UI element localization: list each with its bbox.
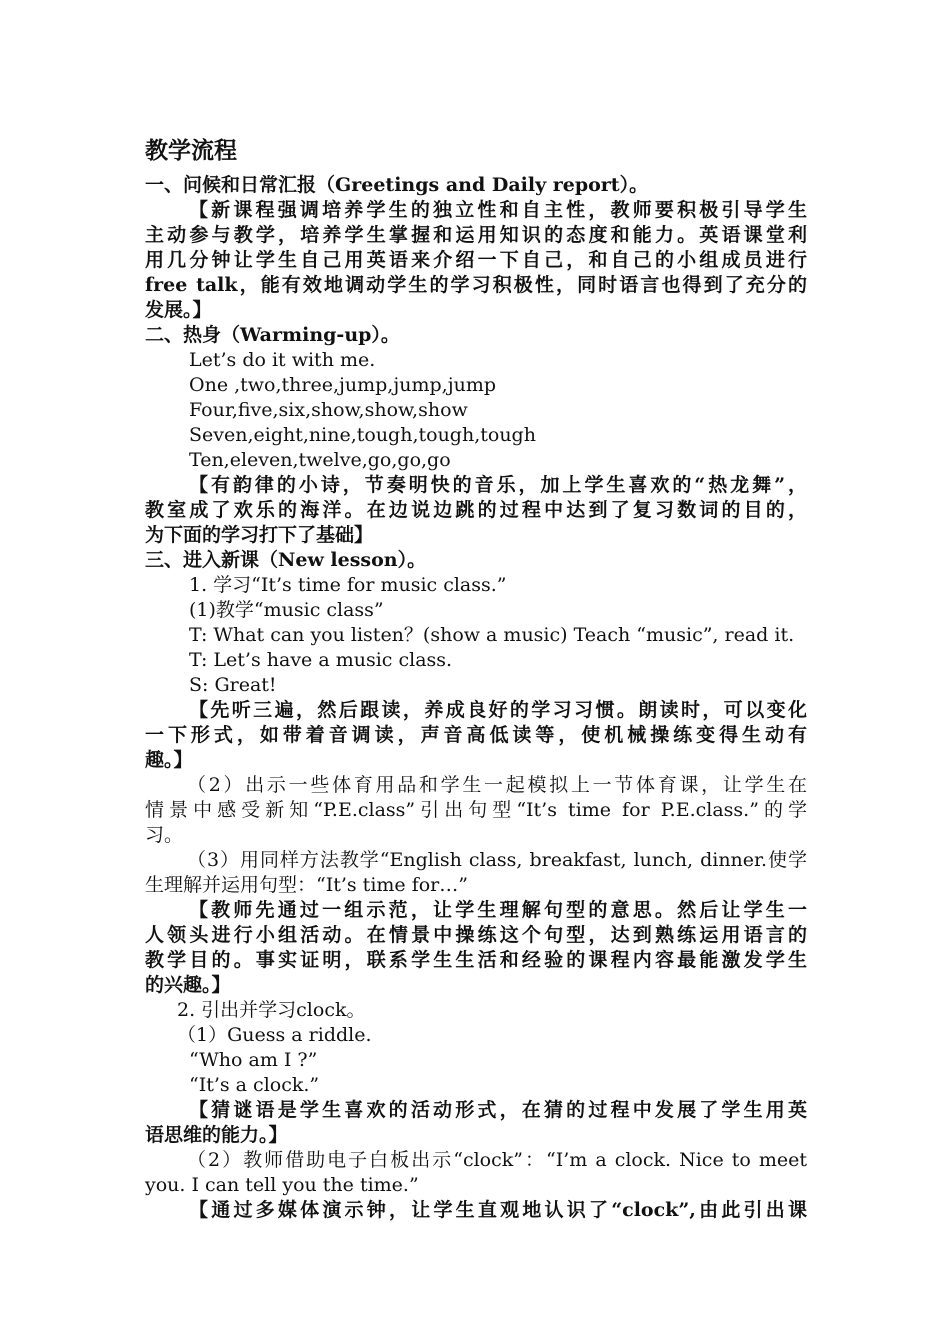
chant-line: Ten,eleven,twelve,go,go,go bbox=[189, 449, 451, 471]
lesson-step-line: 1. 学习“It’s time for music class.” bbox=[189, 574, 507, 596]
lesson-paragraph-line: you. I can tell you the time.” bbox=[145, 1174, 419, 1196]
dialogue-line: T: Let’s have a music class. bbox=[189, 649, 453, 671]
note-paragraph-line: 语思维的能力。】 bbox=[145, 1124, 288, 1146]
dialogue-line: “Who am I ?” bbox=[189, 1049, 318, 1071]
lesson-step-line: （1）Guess a riddle. bbox=[177, 1024, 372, 1046]
lesson-paragraph-line: 习。 bbox=[145, 824, 184, 846]
dialogue-line: T: What can you listen？(show a music) Teach “music”, read it. bbox=[189, 624, 795, 646]
lesson-paragraph-line: （2）出示一些体育用品和学生一起模拟上一节体育课，让学生在 bbox=[187, 774, 807, 796]
dialogue-line: “It’s a clock.” bbox=[189, 1074, 320, 1096]
note-paragraph-line: 为下面的学习打下了基础】 bbox=[145, 524, 374, 546]
note-paragraph-line: 人领头进行小组活动。在情景中操练这个句型，达到熟练运用语言的 bbox=[145, 924, 807, 946]
note-paragraph-line: 的兴趣。】 bbox=[145, 974, 231, 996]
note-paragraph-line: 用几分钟让学生自己用英语来介绍一下自己，和自己的小组成员进行 bbox=[145, 249, 807, 271]
document-title: 教学流程 bbox=[145, 137, 237, 164]
note-paragraph-line: 主动参与教学，培养学生掌握和运用知识的态度和能力。英语课堂利 bbox=[145, 224, 807, 246]
lesson-paragraph-line: 生理解并运用句型：“It’s time for…” bbox=[145, 874, 468, 896]
note-paragraph-line: 【猜谜语是学生喜欢的活动形式，在猜的过程中发展了学生用英 bbox=[189, 1099, 807, 1121]
section-heading-new-lesson: 三、进入新课（New lesson）。 bbox=[145, 549, 427, 571]
lesson-paragraph-line: 情景中感受新知“P.E.class”引出句型“It’s time for P.E.class.”的学 bbox=[145, 799, 807, 821]
chant-line: Let’s do it with me. bbox=[189, 349, 376, 371]
note-paragraph-line: 教室成了欢乐的海洋。在边说边跳的过程中达到了复习数词的目的， bbox=[145, 499, 807, 521]
note-paragraph-line: 趣。】 bbox=[145, 749, 193, 771]
dialogue-line: S: Great! bbox=[189, 674, 277, 696]
lesson-paragraph-line: （3）用同样方法教学“English class, breakfast, lunch, dinner.使学 bbox=[187, 849, 807, 871]
note-paragraph-line: 教学目的。事实证明，联系学生生活和经验的课程内容最能激发学生 bbox=[145, 949, 807, 971]
chant-line: Four,five,six,show,show,show bbox=[189, 399, 468, 421]
lesson-step-line: 2. 引出并学习clock。 bbox=[177, 999, 366, 1021]
note-paragraph-line: 【教师先通过一组示范，让学生理解句型的意思。然后让学生一 bbox=[189, 899, 807, 921]
note-paragraph-line: 【新课程强调培养学生的独立性和自主性，教师要积极引导学生 bbox=[189, 199, 807, 221]
chant-line: One ,two,three,jump,jump,jump bbox=[189, 374, 496, 396]
section-heading-greetings: 一、问候和日常汇报（Greetings and Daily report）。 bbox=[145, 174, 649, 196]
chant-line: Seven,eight,nine,tough,tough,tough bbox=[189, 424, 536, 446]
lesson-step-line: (1)教学“music class” bbox=[189, 599, 384, 621]
note-paragraph-line: 【先听三遍，然后跟读，养成良好的学习习惯。朗读时，可以变化 bbox=[189, 699, 807, 721]
section-heading-warmup: 二、热身（Warming-up）。 bbox=[145, 324, 400, 346]
document-body bbox=[145, 133, 807, 1223]
note-paragraph-line: 【有韵律的小诗，节奏明快的音乐，加上学生喜欢的“热龙舞”， bbox=[189, 474, 807, 496]
note-paragraph-line: 发展。】 bbox=[145, 299, 212, 321]
note-paragraph-line: free talk，能有效地调动学生的学习积极性，同时语言也得到了充分的 bbox=[145, 274, 807, 296]
note-paragraph-line: 一下形式，如带着音调读，声音高低读等，使机械操练变得生动有 bbox=[145, 724, 807, 746]
note-paragraph-line: 【通过多媒体演示钟，让学生直观地认识了“clock”,由此引出课 bbox=[189, 1199, 807, 1221]
lesson-paragraph-line: （2）教师借助电子白板出示“clock”：“I’m a clock. Nice to meet bbox=[187, 1149, 807, 1171]
